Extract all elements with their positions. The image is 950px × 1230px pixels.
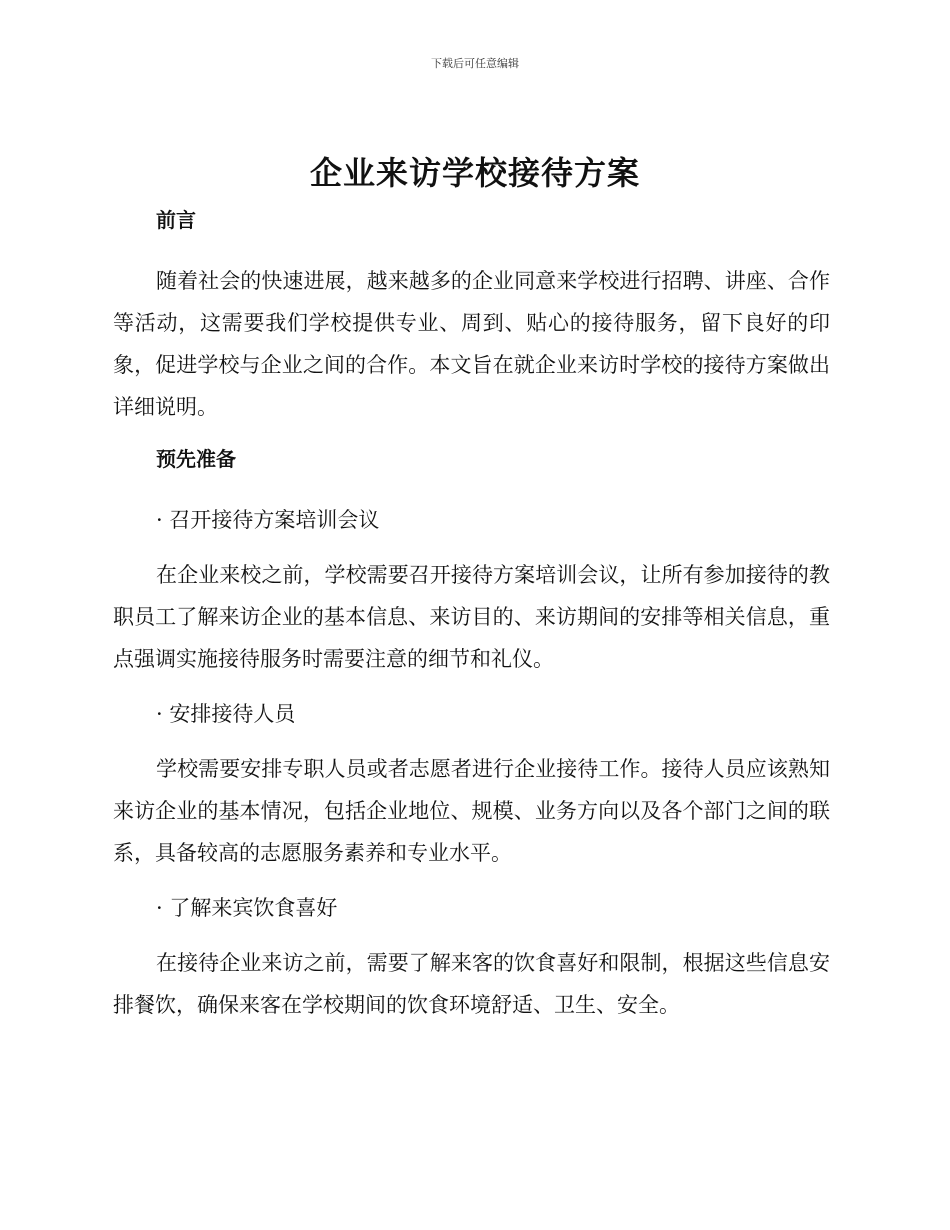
reception-staff-paragraph: 学校需要安排专职人员或者志愿者进行企业接待工作。接待人员应该熟知来访企业的基本情况，包括企业地位、规模、业务方向以及各个部门之间的联系，具备较高的志愿服务素养和专业水平。: [113, 757, 830, 865]
section-heading-preface: 前言: [156, 208, 196, 232]
bullet-item-training-meeting: · 召开接待方案培训会议: [156, 508, 380, 532]
dietary-preferences-paragraph: 在接待企业来访之前，需要了解来客的饮食喜好和限制，根据这些信息安排餐饮，确保来客在学校期间的饮食环境舒适、卫生、安全。: [113, 951, 830, 1017]
preface-paragraph: 随着社会的快速进展，越来越多的企业同意来学校进行招聘、讲座、合作等活动，这需要我们学校提供专业、周到、贴心的接待服务，留下良好的印象，促进学校与企业之间的合作。本文旨在就企业来访时学校的接待方案做出详细说明。: [113, 269, 830, 419]
bullet-item-dietary-preferences: · 了解来宾饮食喜好: [156, 896, 338, 920]
section-heading-preparation: 预先准备: [156, 447, 236, 471]
training-meeting-paragraph: 在企业来校之前，学校需要召开接待方案培训会议，让所有参加接待的教职员工了解来访企业的基本信息、来访目的、来访期间的安排等相关信息，重点强调实施接待服务时需要注意的细节和礼仪。: [113, 563, 830, 671]
bullet-item-reception-staff: · 安排接待人员: [156, 702, 296, 726]
document-body: [113, 202, 830, 1039]
page-title: 企业来访学校接待方案: [309, 154, 640, 192]
header-note: 下载后可任意编辑: [431, 57, 519, 70]
